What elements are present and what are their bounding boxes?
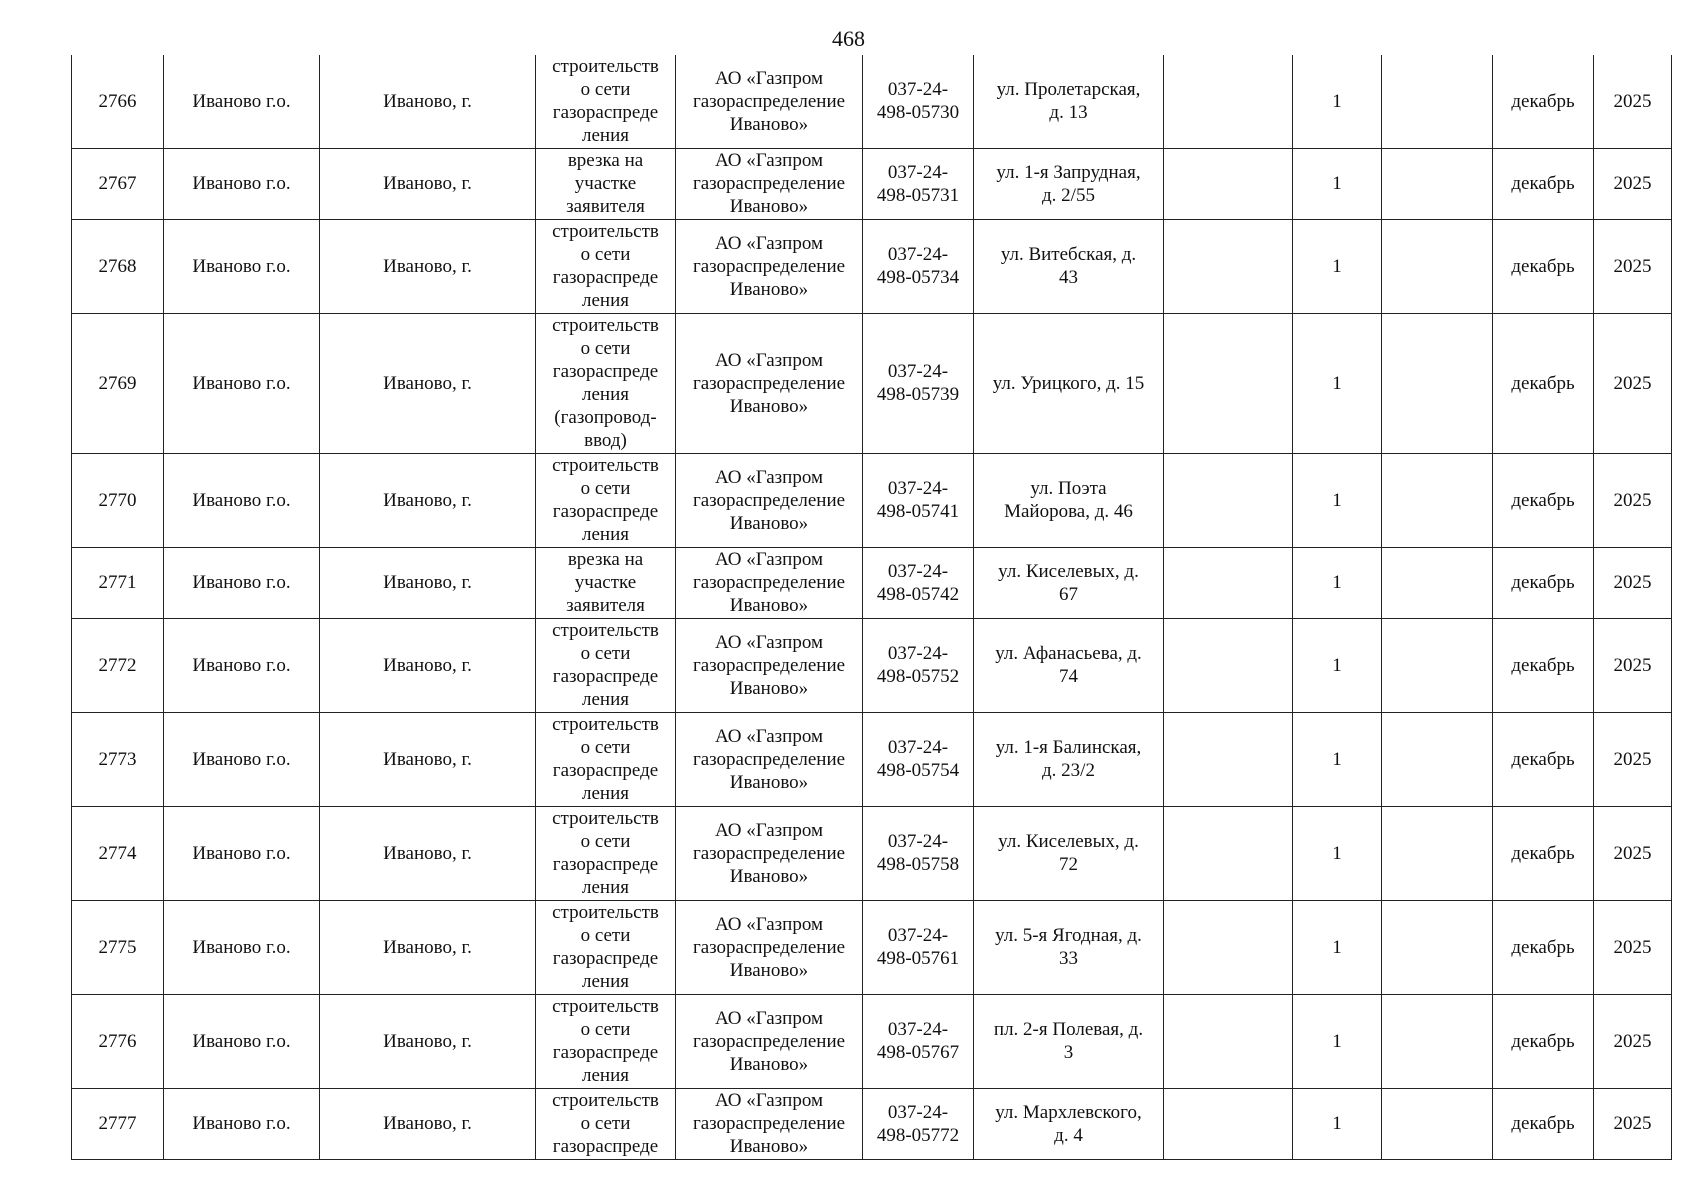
work-type-cell-text: строительств о сети газораспреде — [552, 1090, 659, 1157]
work-type-cell — [536, 618, 676, 712]
registration-code-cell-text: 037-24- 498-05767 — [876, 1019, 960, 1063]
year-cell — [1594, 618, 1672, 712]
row-number-cell — [72, 55, 164, 148]
month-cell-text: декабрь — [1511, 748, 1575, 770]
month-cell — [1493, 806, 1594, 900]
empty-cell — [1164, 313, 1293, 453]
table-row — [72, 618, 1672, 712]
municipality-cell-text: Иваново г.о. — [192, 842, 291, 864]
address-cell-text: ул. Пролетарская, д. 13 — [996, 79, 1141, 124]
organization-cell-text: АО «Газпром газораспределение Иваново» — [692, 349, 846, 417]
month-cell-text: декабрь — [1511, 936, 1575, 958]
address-cell — [974, 712, 1164, 806]
registration-code-cell-text: 037-24- 498-05741 — [876, 478, 960, 522]
municipality-cell — [164, 453, 320, 547]
count-cell — [1293, 148, 1382, 219]
municipality-cell — [164, 806, 320, 900]
count-cell-text: 1 — [1332, 1113, 1342, 1134]
count-cell — [1293, 55, 1382, 148]
year-cell — [1594, 712, 1672, 806]
municipality-cell-text: Иваново г.о. — [192, 1113, 291, 1134]
address-cell — [974, 148, 1164, 219]
table-row — [72, 313, 1672, 453]
year-cell — [1594, 806, 1672, 900]
municipality-cell-text: Иваново г.о. — [192, 90, 291, 112]
row-number-cell-text: 2777 — [98, 1113, 137, 1134]
work-type-cell-text: строительств о сети газораспреде ления — [552, 996, 659, 1086]
registration-code-cell-text: 037-24- 498-05734 — [876, 244, 960, 288]
address-cell-text: пл. 2-я Полевая, д. 3 — [993, 1019, 1144, 1063]
locality-cell-text: Иваново, г. — [383, 372, 472, 394]
work-type-cell — [536, 712, 676, 806]
row-number-cell — [72, 148, 164, 219]
organization-cell-text: АО «Газпром газораспределение Иваново» — [692, 466, 846, 534]
count-cell-text: 1 — [1332, 372, 1342, 394]
locality-cell-text: Иваново, г. — [383, 255, 472, 277]
locality-cell-text: Иваново, г. — [383, 1113, 472, 1134]
year-cell-text: 2025 — [1613, 255, 1652, 277]
organization-cell — [676, 900, 863, 994]
row-number-cell — [72, 453, 164, 547]
municipality-cell — [164, 994, 320, 1088]
month-cell-text: декабрь — [1511, 842, 1575, 864]
work-type-cell-text: строительств о сети газораспреде ления — [552, 902, 659, 992]
empty-cell — [1164, 900, 1293, 994]
month-cell-text: декабрь — [1511, 572, 1575, 593]
count-cell-text: 1 — [1332, 255, 1342, 277]
locality-cell — [320, 618, 536, 712]
work-type-cell — [536, 313, 676, 453]
year-cell-text: 2025 — [1613, 842, 1652, 864]
municipality-cell-text: Иваново г.о. — [192, 572, 291, 593]
locality-cell-text: Иваново, г. — [383, 748, 472, 770]
work-type-cell-text: строительств о сети газораспреде ления (газопровод- ввод) — [552, 315, 659, 451]
municipality-cell-text: Иваново г.о. — [192, 936, 291, 958]
locality-cell-text: Иваново, г. — [383, 572, 472, 593]
count-cell — [1293, 547, 1382, 618]
locality-cell — [320, 994, 536, 1088]
municipality-cell — [164, 712, 320, 806]
page-number: 468 — [832, 26, 865, 51]
registration-code-cell — [863, 148, 974, 219]
table-row — [72, 547, 1672, 618]
locality-cell-text: Иваново, г. — [383, 90, 472, 112]
year-cell — [1594, 148, 1672, 219]
empty-cell — [1382, 618, 1493, 712]
empty-cell — [1382, 806, 1493, 900]
month-cell-text: декабрь — [1511, 1113, 1575, 1134]
year-cell-text: 2025 — [1613, 489, 1652, 511]
count-cell-text: 1 — [1332, 654, 1342, 676]
month-cell — [1493, 453, 1594, 547]
row-number-cell — [72, 219, 164, 313]
empty-cell — [1382, 313, 1493, 453]
organization-cell-text: АО «Газпром газораспределение Иваново» — [692, 150, 846, 217]
table-row — [72, 55, 1672, 148]
organization-cell-text: АО «Газпром газораспределение Иваново» — [692, 1090, 846, 1157]
registration-code-cell-text: 037-24- 498-05758 — [876, 831, 960, 875]
municipality-cell-text: Иваново г.о. — [192, 1030, 291, 1052]
month-cell — [1493, 900, 1594, 994]
empty-cell — [1164, 219, 1293, 313]
year-cell-text: 2025 — [1613, 173, 1652, 194]
data-table — [71, 55, 1672, 1160]
organization-cell-text: АО «Газпром газораспределение Иваново» — [692, 549, 846, 616]
month-cell-text: декабрь — [1511, 90, 1575, 112]
month-cell-text: декабрь — [1511, 372, 1575, 394]
work-type-cell — [536, 806, 676, 900]
month-cell-text: декабрь — [1511, 654, 1575, 676]
registration-code-cell-text: 037-24- 498-05761 — [876, 925, 960, 969]
count-cell-text: 1 — [1332, 842, 1342, 864]
registration-code-cell — [863, 547, 974, 618]
municipality-cell — [164, 219, 320, 313]
locality-cell-text: Иваново, г. — [383, 936, 472, 958]
month-cell — [1493, 219, 1594, 313]
month-cell — [1493, 547, 1594, 618]
count-cell — [1293, 900, 1382, 994]
count-cell-text: 1 — [1332, 936, 1342, 958]
registration-code-cell-text: 037-24- 498-05752 — [876, 643, 960, 687]
empty-cell — [1382, 994, 1493, 1088]
count-cell — [1293, 1088, 1382, 1159]
month-cell — [1493, 1088, 1594, 1159]
year-cell — [1594, 219, 1672, 313]
registration-code-cell — [863, 994, 974, 1088]
count-cell — [1293, 219, 1382, 313]
empty-cell — [1164, 712, 1293, 806]
organization-cell — [676, 618, 863, 712]
year-cell — [1594, 547, 1672, 618]
table-row — [72, 1088, 1672, 1159]
year-cell — [1594, 55, 1672, 148]
empty-cell — [1164, 994, 1293, 1088]
address-cell-text: ул. Афанасьева, д. 74 — [995, 643, 1142, 687]
organization-cell — [676, 1088, 863, 1159]
row-number-cell-text: 2773 — [98, 748, 137, 770]
locality-cell-text: Иваново, г. — [383, 654, 472, 676]
work-type-cell-text: строительств о сети газораспреде ления — [552, 620, 659, 710]
year-cell-text: 2025 — [1613, 1113, 1652, 1134]
address-cell — [974, 900, 1164, 994]
month-cell — [1493, 712, 1594, 806]
organization-cell — [676, 994, 863, 1088]
registration-code-cell — [863, 712, 974, 806]
locality-cell — [320, 547, 536, 618]
registration-code-cell — [863, 219, 974, 313]
work-type-cell-text: строительств о сети газораспреде ления — [552, 714, 659, 804]
locality-cell — [320, 900, 536, 994]
month-cell — [1493, 618, 1594, 712]
organization-cell-text: АО «Газпром газораспределение Иваново» — [692, 819, 846, 887]
row-number-cell — [72, 1088, 164, 1159]
locality-cell-text: Иваново, г. — [383, 173, 472, 194]
empty-cell — [1164, 618, 1293, 712]
address-cell — [974, 1088, 1164, 1159]
count-cell — [1293, 453, 1382, 547]
month-cell-text: декабрь — [1511, 489, 1575, 511]
registration-code-cell-text: 037-24- 498-05731 — [876, 161, 960, 206]
work-type-cell-text: строительств о сети газораспреде ления — [552, 455, 659, 545]
organization-cell-text: АО «Газпром газораспределение Иваново» — [692, 232, 846, 300]
table-row — [72, 994, 1672, 1088]
locality-cell — [320, 55, 536, 148]
locality-cell — [320, 148, 536, 219]
municipality-cell-text: Иваново г.о. — [192, 372, 291, 394]
locality-cell — [320, 313, 536, 453]
municipality-cell-text: Иваново г.о. — [192, 654, 291, 676]
municipality-cell — [164, 618, 320, 712]
registration-code-cell — [863, 313, 974, 453]
registration-code-cell — [863, 618, 974, 712]
locality-cell — [320, 453, 536, 547]
empty-cell — [1382, 1088, 1493, 1159]
address-cell — [974, 55, 1164, 148]
municipality-cell — [164, 547, 320, 618]
row-number-cell — [72, 900, 164, 994]
municipality-cell-text: Иваново г.о. — [192, 255, 291, 277]
address-cell-text: ул. Киселевых, д. 72 — [998, 831, 1139, 875]
municipality-cell — [164, 1088, 320, 1159]
work-type-cell — [536, 219, 676, 313]
address-cell-text: ул. 5-я Ягодная, д. 33 — [995, 925, 1142, 969]
row-number-cell-text: 2772 — [98, 654, 137, 676]
work-type-cell — [536, 547, 676, 618]
year-cell-text: 2025 — [1613, 748, 1652, 770]
registration-code-cell-text: 037-24- 498-05742 — [876, 560, 960, 605]
table-row — [72, 148, 1672, 219]
registration-code-cell — [863, 1088, 974, 1159]
address-cell — [974, 618, 1164, 712]
work-type-cell-text: строительств о сети газораспреде ления — [552, 221, 659, 311]
work-type-cell-text: врезка на участке заявителя — [566, 150, 645, 217]
organization-cell-text: АО «Газпром газораспределение Иваново» — [692, 913, 846, 981]
year-cell — [1594, 1088, 1672, 1159]
work-type-cell — [536, 900, 676, 994]
work-type-cell — [536, 148, 676, 219]
registration-code-cell-text: 037-24- 498-05730 — [876, 79, 960, 124]
municipality-cell — [164, 900, 320, 994]
registration-code-cell — [863, 806, 974, 900]
year-cell-text: 2025 — [1613, 936, 1652, 958]
empty-cell — [1164, 1088, 1293, 1159]
municipality-cell-text: Иваново г.о. — [192, 173, 291, 194]
row-number-cell-text: 2768 — [98, 255, 137, 277]
count-cell — [1293, 994, 1382, 1088]
work-type-cell — [536, 55, 676, 148]
row-number-cell-text: 2769 — [98, 372, 137, 394]
month-cell-text: декабрь — [1511, 255, 1575, 277]
count-cell-text: 1 — [1332, 489, 1342, 511]
empty-cell — [1382, 547, 1493, 618]
row-number-cell — [72, 712, 164, 806]
row-number-cell — [72, 618, 164, 712]
address-cell-text: ул. Витебская, д. 43 — [1000, 244, 1137, 288]
month-cell — [1493, 994, 1594, 1088]
organization-cell-text: АО «Газпром газораспределение Иваново» — [692, 67, 846, 135]
empty-cell — [1164, 453, 1293, 547]
count-cell-text: 1 — [1332, 173, 1342, 194]
locality-cell-text: Иваново, г. — [383, 489, 472, 511]
year-cell — [1594, 313, 1672, 453]
row-number-cell — [72, 806, 164, 900]
month-cell-text: декабрь — [1511, 173, 1575, 194]
address-cell-text: ул. Киселевых, д. 67 — [998, 560, 1139, 605]
month-cell-text: декабрь — [1511, 1030, 1575, 1052]
organization-cell — [676, 547, 863, 618]
table-row — [72, 900, 1672, 994]
work-type-cell — [536, 994, 676, 1088]
year-cell-text: 2025 — [1613, 654, 1652, 676]
organization-cell-text: АО «Газпром газораспределение Иваново» — [692, 725, 846, 793]
address-cell-text: ул. Поэта Майорова, д. 46 — [1004, 478, 1133, 522]
organization-cell-text: АО «Газпром газораспределение Иваново» — [692, 631, 846, 699]
empty-cell — [1164, 806, 1293, 900]
empty-cell — [1382, 55, 1493, 148]
address-cell — [974, 453, 1164, 547]
empty-cell — [1382, 219, 1493, 313]
table-row — [72, 219, 1672, 313]
address-cell-text: ул. 1-я Запрудная, д. 2/55 — [996, 161, 1141, 206]
address-cell — [974, 806, 1164, 900]
year-cell-text: 2025 — [1613, 1030, 1652, 1052]
month-cell — [1493, 313, 1594, 453]
empty-cell — [1382, 453, 1493, 547]
registration-code-cell — [863, 55, 974, 148]
address-cell — [974, 547, 1164, 618]
registration-code-cell — [863, 900, 974, 994]
locality-cell-text: Иваново, г. — [383, 1030, 472, 1052]
year-cell-text: 2025 — [1613, 372, 1652, 394]
municipality-cell-text: Иваново г.о. — [192, 489, 291, 511]
count-cell-text: 1 — [1332, 90, 1342, 112]
row-number-cell — [72, 994, 164, 1088]
year-cell — [1594, 994, 1672, 1088]
empty-cell — [1164, 547, 1293, 618]
count-cell — [1293, 806, 1382, 900]
row-number-cell — [72, 547, 164, 618]
empty-cell — [1382, 712, 1493, 806]
work-type-cell — [536, 1088, 676, 1159]
month-cell — [1493, 55, 1594, 148]
locality-cell-text: Иваново, г. — [383, 842, 472, 864]
address-cell-text: ул. 1-я Балинская, д. 23/2 — [995, 737, 1142, 781]
count-cell-text: 1 — [1332, 1030, 1342, 1052]
work-type-cell-text: строительств о сети газораспреде ления — [552, 56, 659, 147]
organization-cell — [676, 313, 863, 453]
registration-code-cell-text: 037-24- 498-05754 — [876, 737, 960, 781]
empty-cell — [1164, 148, 1293, 219]
empty-cell — [1382, 148, 1493, 219]
municipality-cell-text: Иваново г.о. — [192, 748, 291, 770]
empty-cell — [1164, 55, 1293, 148]
work-type-cell-text: строительств о сети газораспреде ления — [552, 808, 659, 898]
row-number-cell-text: 2775 — [98, 936, 137, 958]
table-row — [72, 712, 1672, 806]
count-cell-text: 1 — [1332, 572, 1342, 593]
municipality-cell — [164, 148, 320, 219]
work-type-cell — [536, 453, 676, 547]
row-number-cell-text: 2766 — [98, 90, 137, 112]
organization-cell — [676, 712, 863, 806]
address-cell — [974, 994, 1164, 1088]
month-cell — [1493, 148, 1594, 219]
organization-cell — [676, 55, 863, 148]
row-number-cell-text: 2776 — [98, 1030, 137, 1052]
organization-cell — [676, 806, 863, 900]
organization-cell — [676, 219, 863, 313]
address-cell — [974, 313, 1164, 453]
year-cell — [1594, 900, 1672, 994]
row-number-cell-text: 2771 — [98, 572, 137, 593]
count-cell-text: 1 — [1332, 748, 1342, 770]
year-cell — [1594, 453, 1672, 547]
organization-cell — [676, 148, 863, 219]
registration-code-cell — [863, 453, 974, 547]
row-number-cell — [72, 313, 164, 453]
organization-cell-text: АО «Газпром газораспределение Иваново» — [692, 1007, 846, 1075]
row-number-cell-text: 2774 — [98, 842, 137, 864]
address-cell-text: ул. Мархлевского, д. 4 — [995, 1101, 1142, 1146]
count-cell — [1293, 712, 1382, 806]
count-cell — [1293, 313, 1382, 453]
registration-code-cell-text: 037-24- 498-05739 — [876, 361, 960, 405]
table-row — [72, 806, 1672, 900]
locality-cell — [320, 1088, 536, 1159]
locality-cell — [320, 712, 536, 806]
work-type-cell-text: врезка на участке заявителя — [566, 549, 645, 616]
municipality-cell — [164, 55, 320, 148]
row-number-cell-text: 2767 — [98, 173, 137, 194]
year-cell-text: 2025 — [1613, 90, 1652, 112]
empty-cell — [1382, 900, 1493, 994]
address-cell — [974, 219, 1164, 313]
municipality-cell — [164, 313, 320, 453]
organization-cell — [676, 453, 863, 547]
locality-cell — [320, 806, 536, 900]
address-cell-text: ул. Урицкого, д. 15 — [992, 372, 1145, 394]
table-row — [72, 453, 1672, 547]
locality-cell — [320, 219, 536, 313]
registration-code-cell-text: 037-24- 498-05772 — [876, 1101, 960, 1146]
row-number-cell-text: 2770 — [98, 489, 137, 511]
count-cell — [1293, 618, 1382, 712]
year-cell-text: 2025 — [1613, 572, 1652, 593]
